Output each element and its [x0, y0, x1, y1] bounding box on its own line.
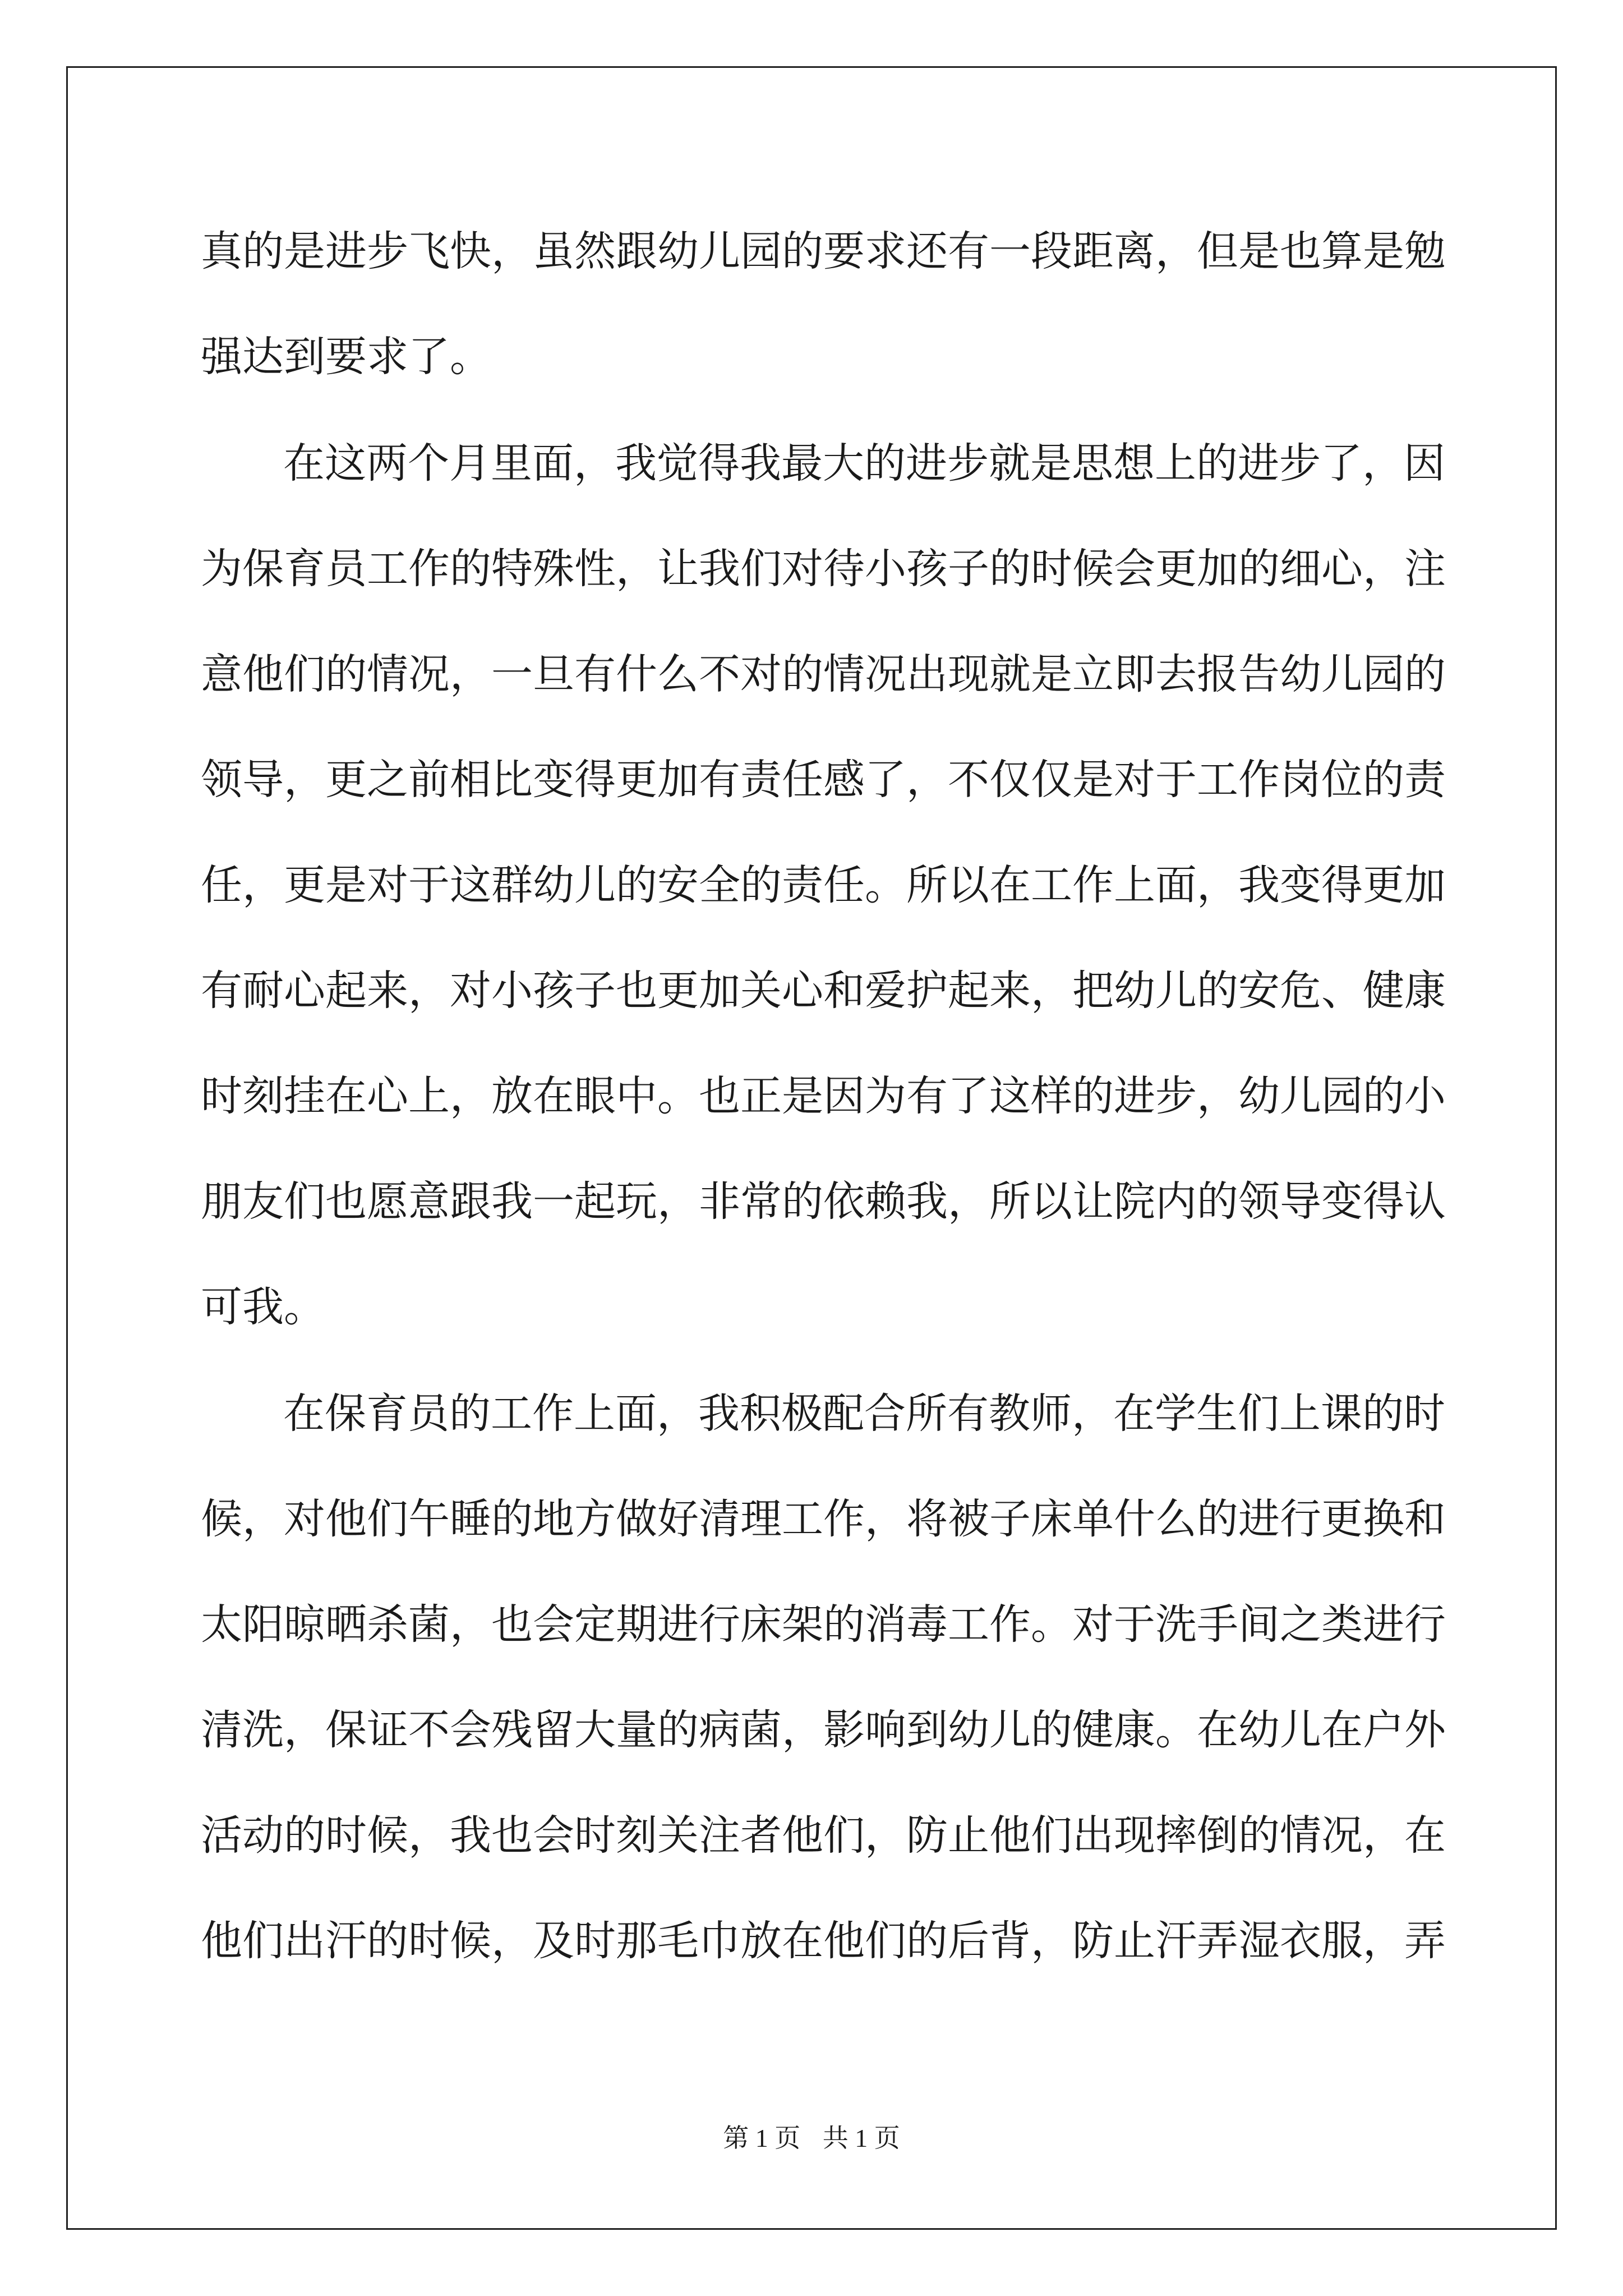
text-line: 朋友们也愿意跟我一起玩，非常的依赖我，所以让院内的领导变得认 [201, 1177, 1446, 1226]
text-line: 任，更是对于这群幼儿的安全的责任。所以在工作上面，我变得更加 [201, 861, 1446, 909]
text-line: 真的是进步飞快，虽然跟幼儿园的要求还有一段距离，但是也算是勉 [201, 227, 1446, 275]
text-line: 可我。 [201, 1283, 325, 1331]
text-line: 为保育员工作的特殊性，让我们对待小孩子的时候会更加的细心，注 [201, 545, 1446, 593]
text-line: 有耐心起来，对小孩子也更加关心和爱护起来，把幼儿的安危、健康 [201, 967, 1446, 1015]
text-line: 活动的时候，我也会时刻关注者他们，防止他们出现摔倒的情况，在 [201, 1811, 1446, 1860]
text-line: 在这两个月里面，我觉得我最大的进步就是思想上的进步了，因 [283, 439, 1445, 487]
page-footer [0, 2122, 1623, 2155]
text-line: 候，对他们午睡的地方做好清理工作，将被子床单什么的进行更换和 [201, 1495, 1446, 1543]
page-number: 第 1 页 [723, 2124, 801, 2152]
text-line: 意他们的情况，一旦有什么不对的情况出现就是立即去报告幼儿园的 [201, 650, 1446, 698]
text-line: 强达到要求了。 [201, 333, 491, 381]
text-line: 他们出汗的时候，及时那毛巾放在他们的后背，防止汗弄湿衣服，弄 [201, 1917, 1446, 1965]
text-line: 在保育员的工作上面，我积极配合所有教师，在学生们上课的时 [283, 1389, 1445, 1438]
text-line: 清洗，保证不会残留大量的病菌，影响到幼儿的健康。在幼儿在户外 [201, 1706, 1446, 1754]
text-line: 领导，更之前相比变得更加有责任感了，不仅仅是对于工作岗位的责 [201, 756, 1446, 804]
text-line: 太阳晾晒杀菌，也会定期进行床架的消毒工作。对于洗手间之类进行 [201, 1600, 1446, 1649]
page-total: 共 1 页 [822, 2124, 900, 2152]
text-line: 时刻挂在心上，放在眼中。也正是因为有了这样的进步，幼儿园的小 [201, 1072, 1446, 1120]
page-border [66, 66, 1557, 2230]
